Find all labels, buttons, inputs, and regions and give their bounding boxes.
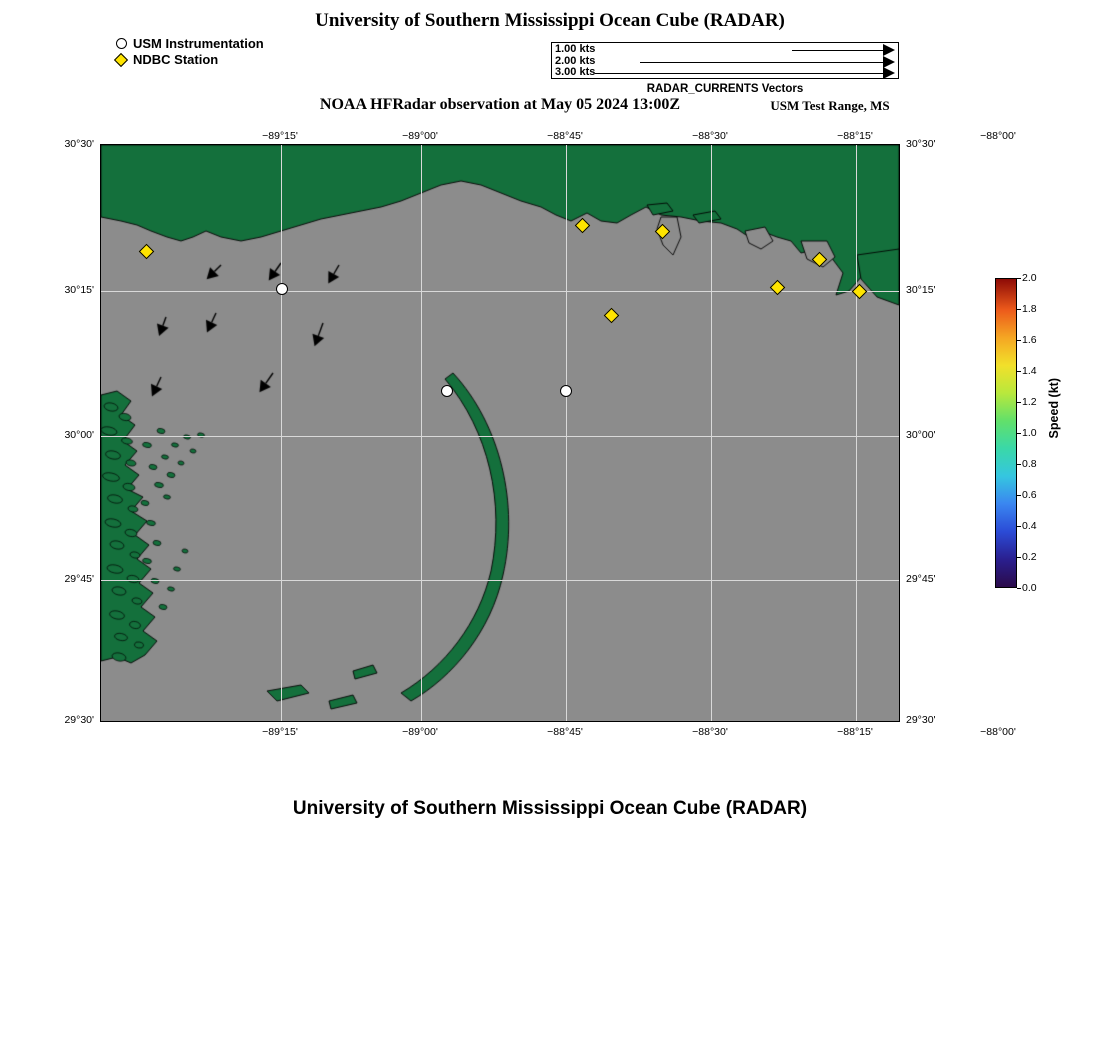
colorbar-tick [1017,402,1021,403]
colorbar-tick-label: 0.6 [1022,489,1037,501]
colorbar-tick [1017,464,1021,465]
range-label: USM Test Range, MS [770,98,890,113]
colorbar-title: Speed (kt) [1047,378,1061,439]
lat-tick-label: 29°30' [906,714,936,726]
gridline-horizontal [101,436,899,437]
colorbar-gradient [995,278,1017,588]
page-title: University of Southern Mississippi Ocean Cube (RADAR) [315,10,785,31]
gridline-vertical [421,145,422,721]
lon-tick-label: −88°15' [837,130,873,142]
legend-item-usm [112,36,264,51]
colorbar-tick [1017,309,1021,310]
vector-scale-label-1: 1.00 kts [555,43,596,55]
lon-tick-label: −89°15' [262,130,298,142]
vector-scale-row-3 [552,67,900,79]
bottom-title: University of Southern Mississippi Ocean Cube (RADAR) [292,798,808,819]
colorbar-tick [1017,371,1021,372]
lon-tick-label: −88°15' [837,726,873,738]
lon-tick-label: −88°30' [692,130,728,142]
lat-tick-label: 30°00' [906,429,936,441]
colorbar-tick-label: 1.0 [1022,427,1037,439]
lon-tick-label: −88°45' [547,726,583,738]
lat-tick-label: 30°30' [64,138,94,150]
lat-tick-label: 30°30' [906,138,936,150]
colorbar-tick-label: 0.0 [1022,582,1037,594]
colorbar-tick-label: 2.0 [1022,272,1037,284]
lon-tick-label: −89°15' [262,726,298,738]
lat-tick-label: 30°15' [906,284,936,296]
legend-label-ndbc: NDBC Station [133,52,219,67]
colorbar-tick [1017,278,1021,279]
gridline-vertical [281,145,282,721]
colorbar-tick [1017,526,1021,527]
legend-item-ndbc [112,52,264,67]
vector-scale-label-2: 2.00 kts [555,55,596,67]
colorbar-tick [1017,433,1021,434]
lon-tick-label: −88°00' [980,130,1016,142]
lon-tick-label: −88°00' [980,726,1016,738]
map-legend [112,36,264,68]
colorbar-tick-label: 1.2 [1022,396,1037,408]
vector-scale-caption: RADAR_CURRENTS Vectors [646,83,804,95]
lon-tick-label: −89°00' [402,726,438,738]
lat-tick-label: 30°15' [64,284,94,296]
diamond-marker-icon [112,52,130,67]
usm-instrument-1[interactable] [276,283,288,295]
colorbar-tick-label: 0.4 [1022,520,1037,532]
map-raster [101,145,899,721]
lat-tick-label: 29°45' [64,573,94,585]
colorbar-tick-label: 1.6 [1022,334,1037,346]
map-panel[interactable] [100,144,900,722]
legend-label-usm: USM Instrumentation [133,36,264,51]
lon-tick-label: −89°00' [402,130,438,142]
colorbar-tick-label: 0.8 [1022,458,1037,470]
vector-scale-label-3: 3.00 kts [555,66,596,78]
lon-tick-label: −88°45' [547,130,583,142]
colorbar-tick [1017,557,1021,558]
lat-tick-label: 29°45' [906,573,936,585]
colorbar-tick [1017,495,1021,496]
vector-scale-row-1 [552,44,900,56]
lon-tick-label: −88°30' [692,726,728,738]
gridline-horizontal [101,580,899,581]
colorbar-tick [1017,340,1021,341]
colorbar-tick-label: 1.4 [1022,365,1037,377]
usm-instrument-2[interactable] [441,385,453,397]
observation-title: NOAA HFRadar observation at May 05 2024 13:00Z [319,96,681,113]
usm-instrument-3[interactable] [560,385,572,397]
circle-marker-icon [112,36,130,51]
gridline-vertical [711,145,712,721]
lat-tick-label: 29°30' [64,714,94,726]
gridline-vertical [566,145,567,721]
colorbar-tick-label: 1.8 [1022,303,1037,315]
colorbar-tick-label: 0.2 [1022,551,1037,563]
gridline-vertical [856,145,857,721]
lat-tick-label: 30°00' [64,429,94,441]
vector-scale-box [551,42,899,79]
colorbar-tick [1017,588,1021,589]
